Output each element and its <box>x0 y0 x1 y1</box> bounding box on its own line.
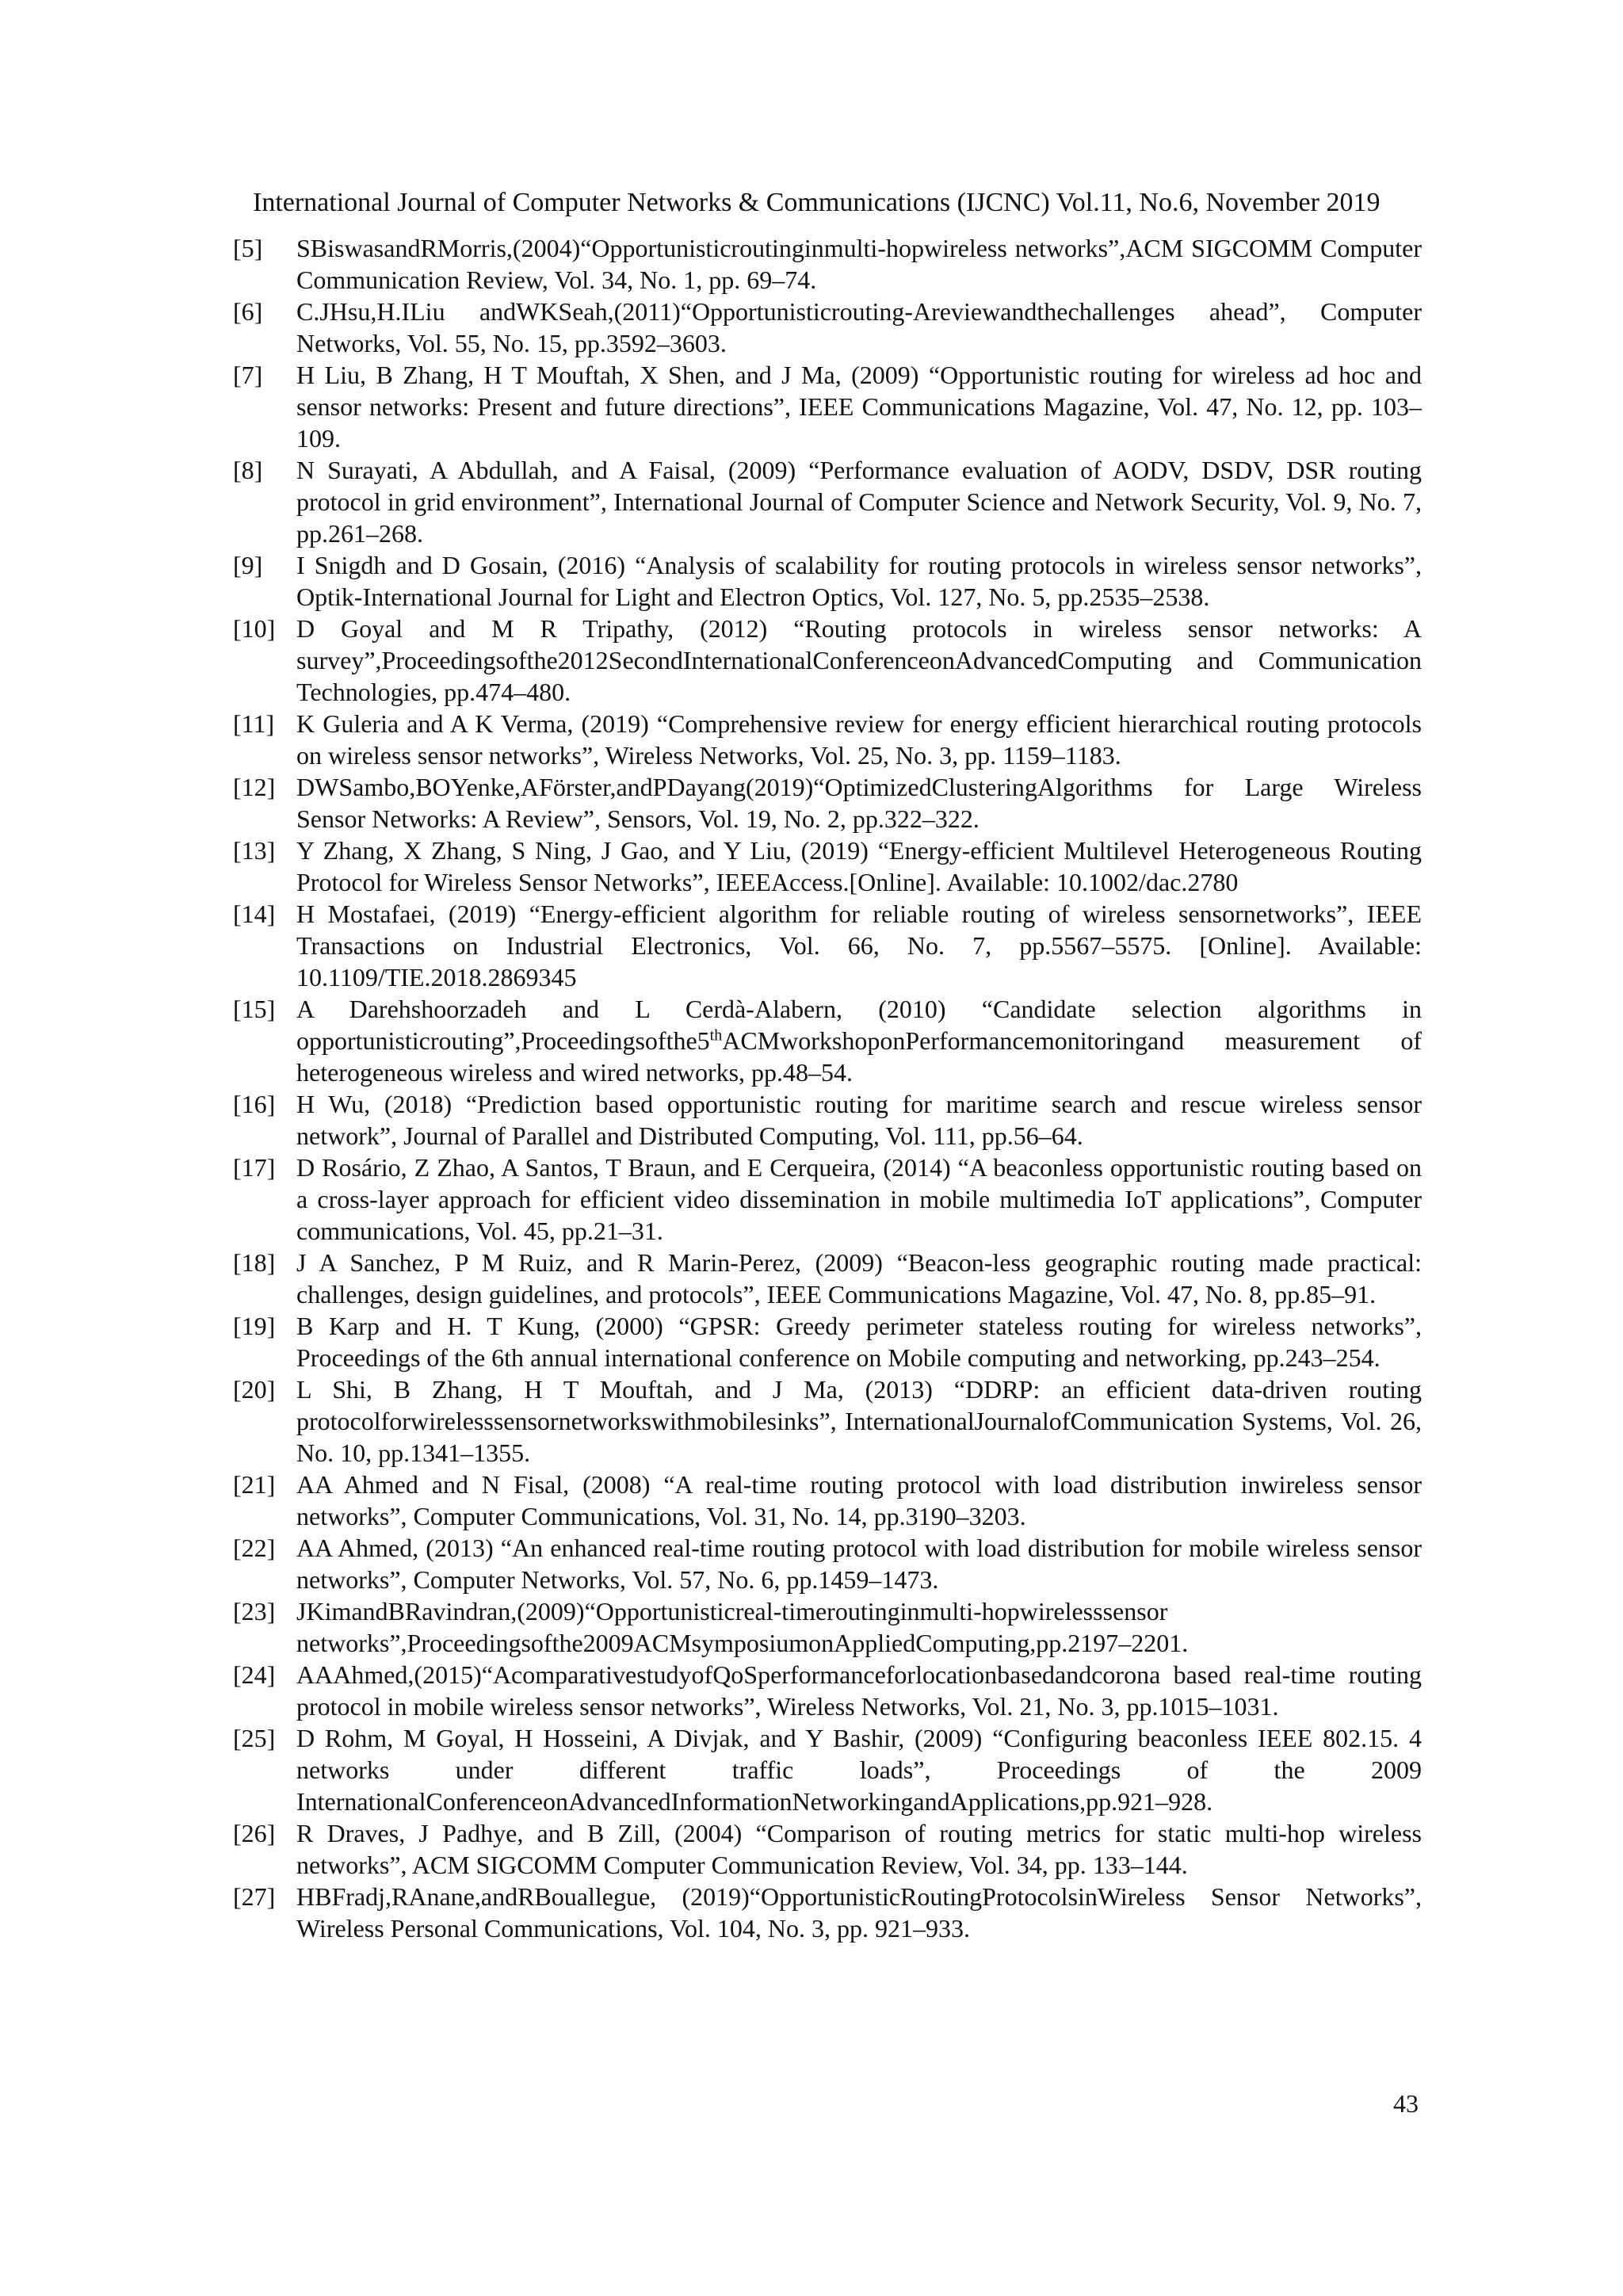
reference-number: [18] <box>233 1248 276 1277</box>
reference-text: D Rosário, Z Zhao, A Santos, T Braun, and E Cerqueira, (2014) “A beaconless opportunistic routing based on a cross-layer approach for efficient video dissemination in mobile multimedia IoT applications”, Computer communications, Vol. 45, pp.21–31. <box>296 1153 1422 1245</box>
reference-item-20 <box>233 1373 1422 1469</box>
reference-item-24 <box>233 1659 1422 1722</box>
reference-number: [5] <box>233 234 263 262</box>
reference-item-10 <box>233 613 1422 708</box>
reference-item-9 <box>233 549 1422 613</box>
reference-item-22 <box>233 1532 1422 1595</box>
reference-item-6 <box>233 296 1422 359</box>
reference-item-13 <box>233 835 1422 898</box>
reference-text: JKimandBRavindran,(2009)“Opportunisticreal-timeroutinginmulti-hopwirelesssensor networks”,Proceedingsofthe2009ACMsymposiumonAppliedComputing,pp.2197–2201. <box>296 1597 1189 1657</box>
reference-number: [10] <box>233 614 276 643</box>
reference-number: [11] <box>233 709 275 738</box>
reference-text: C.JHsu,H.ILiu andWKSeah,(2011)“Opportunisticrouting-Areviewandthechallenges ahead”, Computer Networks, Vol. 55, No. 15, pp.3592–3603. <box>296 297 1422 357</box>
reference-text: K Guleria and A K Verma, (2019) “Comprehensive review for energy efficient hierarchical routing protocols on wireless sensor networks”, Wireless Networks, Vol. 25, No. 3, pp. 1159–1183. <box>296 709 1422 770</box>
reference-number: [27] <box>233 1882 276 1911</box>
reference-number: [17] <box>233 1153 276 1182</box>
reference-item-23 <box>233 1595 1422 1659</box>
reference-item-5 <box>233 232 1422 296</box>
superscript-ordinal: th <box>709 1026 723 1045</box>
reference-number: [13] <box>233 836 276 865</box>
reference-item-21 <box>233 1469 1422 1532</box>
reference-number: [26] <box>233 1819 276 1847</box>
reference-item-26 <box>233 1817 1422 1881</box>
reference-text <box>296 993 1422 1088</box>
reference-item-16 <box>233 1088 1422 1152</box>
reference-text: I Snigdh and D Gosain, (2016) “Analysis of scalability for routing protocols in wireless sensor networks”, Optik-International Journal for Light and Electron Optics, Vol. 127, No. 5, pp.2535–2538. <box>296 551 1422 611</box>
reference-item-11 <box>233 708 1422 771</box>
reference-number: [25] <box>233 1724 276 1752</box>
reference-number: [23] <box>233 1597 276 1626</box>
reference-list <box>233 232 1422 1944</box>
reference-item-25 <box>233 1722 1422 1817</box>
reference-item-8 <box>233 454 1422 549</box>
reference-number: [6] <box>233 297 263 326</box>
reference-number: [22] <box>233 1534 276 1562</box>
reference-text: AA Ahmed and N Fisal, (2008) “A real-time routing protocol with load distribution inwireless sensor networks”, Computer Communications, Vol. 31, No. 14, pp.3190–3203. <box>296 1470 1422 1530</box>
reference-number: [9] <box>233 551 263 579</box>
reference-text: AAAhmed,(2015)“AcomparativestudyofQoSperformanceforlocationbasedandcorona based real-time routing protocol in mobile wireless sensor networks”, Wireless Networks, Vol. 21, No. 3, pp.1015–1031. <box>296 1660 1422 1721</box>
reference-text: AA Ahmed, (2013) “An enhanced real-time routing protocol with load distribution for mobile wireless sensor networks”, Computer Networks, Vol. 57, No. 6, pp.1459–1473. <box>296 1534 1422 1594</box>
reference-text: Y Zhang, X Zhang, S Ning, J Gao, and Y Liu, (2019) “Energy-efficient Multilevel Heterogeneous Routing Protocol for Wireless Sensor Networks”, IEEEAccess.[Online]. Available: 10.1002/dac.2780 <box>296 836 1422 896</box>
reference-number: [12] <box>233 773 276 801</box>
reference-text: HBFradj,RAnane,andRBouallegue, (2019)“OpportunisticRoutingProtocolsinWireless Sensor Networks”, Wireless Personal Communications, Vol. 104, No. 3, pp. 921–933. <box>296 1882 1422 1943</box>
reference-text: DWSambo,BOYenke,AFörster,andPDayang(2019)“OptimizedClusteringAlgorithms for Large Wireless Sensor Networks: A Review”, Sensors, Vol. 19, No. 2, pp.322–322. <box>296 773 1422 833</box>
reference-number: [21] <box>233 1470 276 1499</box>
reference-number: [8] <box>233 456 263 484</box>
reference-item-17 <box>233 1152 1422 1247</box>
reference-item-7 <box>233 359 1422 454</box>
reference-text: J A Sanchez, P M Ruiz, and R Marin-Perez, (2009) “Beacon-less geographic routing made practical: challenges, design guidelines, and protocols”, IEEE Communications Magazine, Vol. 47, No. 8, pp.85–91. <box>296 1248 1422 1308</box>
reference-text: R Draves, J Padhye, and B Zill, (2004) “Comparison of routing metrics for static multi-hop wireless networks”, ACM SIGCOMM Computer Communication Review, Vol. 34, pp. 133–144. <box>296 1819 1422 1879</box>
reference-text: H Liu, B Zhang, H T Mouftah, X Shen, and J Ma, (2009) “Opportunistic routing for wireless ad hoc and sensor networks: Present and future directions”, IEEE Communications Magazine, Vol. 47, No. 12, pp. 103–109. <box>296 361 1422 453</box>
reference-number: [7] <box>233 361 263 389</box>
reference-text-part: ACMworkshoponPerformancemonitoringand measurement of heterogeneous wireless and wired networks, pp.48–54. <box>296 1026 1422 1087</box>
reference-number: [15] <box>233 995 276 1023</box>
reference-text: L Shi, B Zhang, H T Mouftah, and J Ma, (2013) “DDRP: an efficient data-driven routing protocolforwirelesssensornetworkswithmobilesinks”, InternationalJournalofCommunication Systems, Vol. 26, No. 10, pp.1341–1355. <box>296 1375 1422 1467</box>
reference-text: D Rohm, M Goyal, H Hosseini, A Divjak, and Y Bashir, (2009) “Configuring beaconless IEEE 802.15. 4 networks under different traffic loads”, Proceedings of the 2009 InternationalConferenceonAdvancedInformationNetworkingandApplications,pp.921–928. <box>296 1724 1422 1816</box>
reference-text: N Surayati, A Abdullah, and A Faisal, (2009) “Performance evaluation of AODV, DSDV, DSR routing protocol in grid environment”, International Journal of Computer Science and Network Security, Vol. 9, No. 7, pp.261–268. <box>296 456 1422 548</box>
reference-text: H Mostafaei, (2019) “Energy-efficient algorithm for reliable routing of wireless sensornetworks”, IEEE Transactions on Industrial Electronics, Vol. 66, No. 7, pp.5567–5575. [Online]. Available: 10.1109/TIE.2018.2869345 <box>296 900 1422 991</box>
reference-item-12 <box>233 771 1422 835</box>
reference-text: D Goyal and M R Tripathy, (2012) “Routing protocols in wireless sensor networks: A survey”,Proceedingsofthe2012SecondInternationalConferenceonAdvancedComputing and Communication Technologies, pp.474–480. <box>296 614 1422 706</box>
reference-item-18 <box>233 1247 1422 1310</box>
reference-number: [20] <box>233 1375 276 1404</box>
reference-item-19 <box>233 1310 1422 1373</box>
reference-number: [14] <box>233 900 276 928</box>
reference-item-15 <box>233 993 1422 1088</box>
reference-number: [16] <box>233 1090 276 1118</box>
reference-number: [19] <box>233 1312 276 1340</box>
reference-text: H Wu, (2018) “Prediction based opportunistic routing for maritime search and rescue wireless sensor network”, Journal of Parallel and Distributed Computing, Vol. 111, pp.56–64. <box>296 1090 1422 1150</box>
reference-text-part: A Darehshoorzadeh and L Cerdà-Alabern, (2010) “Candidate selection algorithms in opportunisticrouting”,Proceedingsofthe5 <box>296 995 1422 1055</box>
reference-text: B Karp and H. T Kung, (2000) “GPSR: Greedy perimeter stateless routing for wireless networks”, Proceedings of the 6th annual international conference on Mobile computing and networking, pp.243–254. <box>296 1312 1422 1372</box>
reference-text: SBiswasandRMorris,(2004)“Opportunisticroutinginmulti-hopwireless networks”,ACM SIGCOMM Computer Communication Review, Vol. 34, No. 1, pp. 69–74. <box>296 234 1422 294</box>
page-number: 43 <box>1393 2089 1419 2118</box>
journal-header: International Journal of Computer Networks & Communications (IJCNC) Vol.11, No.6, November 2019 <box>253 188 1381 217</box>
reference-number: [24] <box>233 1660 276 1689</box>
reference-item-14 <box>233 898 1422 993</box>
reference-item-27 <box>233 1881 1422 1944</box>
